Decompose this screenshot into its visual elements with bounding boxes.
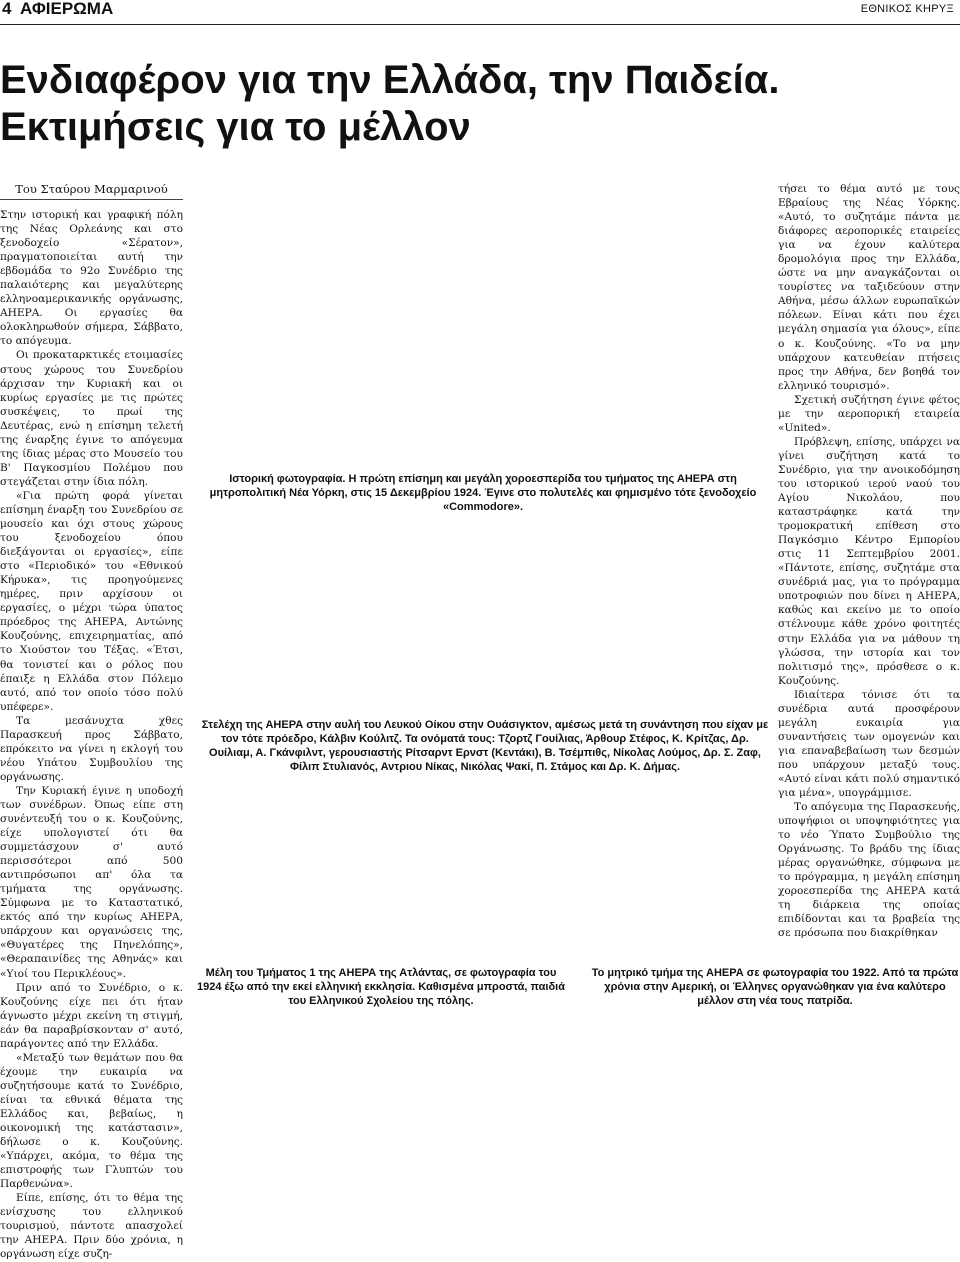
paragraph: Την Κυριακή έγινε η υποδοχή των συνέδρων. Όπως είπε στη συνέντευξή του ο κ. Κουζούνης, είχε υπολογιστεί ότι θα συμμετάσχουν σ' αυτό περισσότεροι από 500 αντιπρόσωποι απ' όλα τα τμήματα της οργάνωσης. Σύμφωνα με το Καταστατικό, εκτός από την κυρίως ΑΗΕΡΑ, υπάρχουν και οργανώσεις της, «Θυγατέρες της Πηνελόπης», «Θεραπαινίδες της Αθηνάς» και «Υιοί του Περικλέους». — [0, 784, 183, 980]
page-header — [0, 0, 960, 24]
paragraph: Στην ιστορική και γραφική πόλη της Νέας Ορλεάνης και στο ξενοδοχείο «Σέρατον», πραγματοποιείται αυτή την εβδομάδα το 92ο Συνέδριο της παλαιότερης και μεγαλύτερης ελληνοαμερικανικής οργάνωσης, ΑΗΕΡΑ. Οι εργασίες θα ολοκληρωθούν σήμερα, Σάββατο, το απόγευμα. — [0, 209, 183, 348]
photo-caption-2: Στελέχη της ΑΗΕΡΑ στην αυλή του Λευκού Οίκου στην Ουάσιγκτον, αμέσως μετά τη συνάντηση που είχαν με τον τότε πρόεδρο, Κάλβιν Κούλιτζ. Τα ονόματά τους: Τζορτζ Γουίλιας, Άρθουρ Στέφος, Κ. Κρίτζας, Δρ. Ουίλιαμ, Α. Γκάνφιλντ, γερουσιαστής Ρίτσαρντ Ερνστ (Κεντάκι), Β. Τσέμπιθς, Νίκολας Λούμος, Δρ. Σ. Ζαφ, Φίλιπ Στυλιανός, Αντριου Νίκας, Νικόλας Ψακί, Π. Στάμος και Δρ. Κ. Δήμας. — [201, 719, 769, 773]
paragraph: τήσει το θέμα αυτό με τους Εβραίους της Νέας Υόρκης. «Αυτό, το συζητάμε πάντα με διάφορες αεροπορικές εταιρείες για να έχουν καλύτερα δρομολόγια προς την Ελλάδα, ώστε να μην αναγκάζονται οι τουρίστες να ταξιδεύουν στην Αθήνα, μέσω άλλων ευρωπαϊκών πόλεων. Είναι κάτι που έχει μεγάλη σημασία για όλους», είπε ο κ. Κουζούνης. «Το να μην υπάρχουν κατευθείαν πτήσεις προς την Αθήνα, δεν βοηθά τον ελληνικό τουρισμό». — [778, 183, 960, 392]
paragraph: «Μεταξύ των θεμάτων που θα έχουμε την ευκαιρία να συζητήσουμε κατά το Συνέδριο, είναι τα εθνικά θέματα της Ελλάδος και, βεβαίως, η οικονομική της κατάστασιν», δήλωσε ο κ. Κουζούνης. «Υπάρχει, ακόμα, το θέμα της επιστροφής των Γλυπτών του Παρθενώνα». — [0, 1051, 183, 1191]
paragraph: Οι προκαταρκτικές ετοιμασίες στους χώρους του Συνεδρίου άρχισαν την Κυριακή και οι κυρίως εργασίες με τις πρώτες συσκέψεις, το πρωί της Δευτέρας, ενώ η επίσημη τελετή της έναρξης έγινε το απόγευμα της ίδιας μέρας στο Μουσείο του Β' Παγκοσμίου Πολέμου που στεγάζεται στην ίδια πόλη. — [0, 349, 183, 488]
newspaper-name: ΕΘΝΙΚΟΣ ΚΗΡΥΞ — [860, 3, 954, 15]
paragraph: Τα μεσάνυχτα χθες Παρασκευή προς Σάββατο, επρόκειτο να γίνει η εκλογή του νέου Υπάτου Συμβουλίου της οργάνωσης. — [0, 714, 183, 783]
page-number: 4 — [2, 0, 12, 18]
paragraph: Σχετική συζήτηση έγινε φέτος με την αεροπορική εταιρεία «United». — [778, 393, 960, 434]
photo-caption-4: Το μητρικό τμήμα της ΑΗΕΡΑ σε φωτογραφία του 1922. Από τα πρώτα χρόνια στην Αμερική, οι Έλληνες οργανώθηκαν για ένα καλύτερο μέλλον στη νέα τους πατρίδα. — [591, 967, 959, 1007]
article-byline: Του Σταύρου Μαρμαρινού — [15, 182, 168, 196]
article-column-left — [0, 208, 183, 1261]
paragraph: «Για πρώτη φορά γίνεται επίσημη έναρξη του Συνεδρίου σε μουσείο και όχι στους χώρους του ξενοδοχείου όπου διεξάγονται οι εργασίες», είπε στο «Περιοδικό» του «Εθνικού Κήρυκα», τις προηγούμενες ημέρες, πριν αρχίσουν οι εργασίες, ο μέχρι τώρα ύπατος πρόεδρος της ΑΗΕΡΑ, Αντώνης Κουζούνης, επιχειρηματίας, από το Χιούστον του Τέξας. «Έτσι, θα τονιστεί και ο ρόλος που έπαιξε η Ελλάδα στον Πόλεμο αυτό, από τον οποίο τόσο πολύ υπέφερε». — [0, 489, 183, 713]
header-divider — [0, 24, 960, 25]
photo-caption-1: Ιστορική φωτογραφία. Η πρώτη επίσημη και μεγάλη χοροεσπερίδα του τμήματος της ΑΗΕΡΑ στη μητροπολιτική Νέα Υόρκη, στις 15 Δεκεμβρίου 1924. Έγινε στο πολυτελές και φημισμένο τότε ξενοδοχείο «Commodore». — [209, 473, 757, 513]
article-headline: Ενδιαφέρον για την Ελλάδα, την Παιδεία. — [0, 58, 780, 102]
article-column-right — [778, 182, 960, 940]
article-subheadline: Εκτιμήσεις για το μέλλον — [0, 105, 471, 149]
paragraph: Ιδιαίτερα τόνισε ότι τα συνέδρια αυτά προσφέρουν μεγάλη ευκαιρία για συναντήσεις των ομογενών και για επαναβεβαίωση των δεσμών που υπάρχουν μεταξύ τους. «Αυτό είναι κάτι πολύ σημαντικό για μένα», υπογράμμισε. — [778, 688, 960, 800]
paragraph: Πρόβλεψη, επίσης, υπάρχει να γίνει συζήτηση κατά το Συνέδριο, για την ανοικοδόμηση του ιστορικού ιερού ναού του Αγίου Νικολάου, που καταστράφηκε κατά την τρομοκρατική επίθεση στο Παγκόσμιο Κέντρο Εμπορίου στις 11 Σεπτεμβρίου 2001. «Πάντοτε, επίσης, συζητάμε στα συνέδριά μας, για το πρόγραμμα υποτροφιών που δίνει η ΑΗΕΡΑ, καθώς και εκείνο με το οποίο στέλνουμε κάθε χρόνο φοιτητές στην Ελλάδα για να μάθουν τη γλώσσα, την ιστορία και τον πολιτισμό της», πρόσθεσε ο κ. Κουζούνης. — [778, 435, 960, 687]
section-label: ΑΦΙΕΡΩΜΑ — [20, 0, 114, 18]
byline-divider — [0, 199, 183, 200]
paragraph: Πριν από το Συνέδριο, ο κ. Κουζούνης είχε πει ότι ήταν άγνωστο μέχρι εκείνη τη στιγμή, εάν θα παραβρίσκονταν σ' αυτό, παράγοντες από την Ελλάδα. — [0, 981, 183, 1050]
paragraph: Είπε, επίσης, ότι το θέμα της ενίσχυσης του ελληνικού τουρισμού, πάντοτε απασχολεί την ΑΗΕΡΑ. Πριν δύο χρόνια, η οργάνωση είχε συζη- — [0, 1192, 183, 1261]
paragraph: Το απόγευμα της Παρασκευής, υποψήφιοι οι υποψηφιότητες για το νέο Ύπατο Συμβούλιο της Οργάνωσης. Το βράδυ της ίδιας μέρας οργανώθηκε, σύμφωνα με το πρόγραμμα, η μεγάλη επίσημη χοροεσπερίδα της ΑΗΕΡΑ κατά τη διάρκεια της οποίας επιδίδονται και τα βραβεία της σε πρόσωπα που διακρίθηκαν — [778, 801, 960, 940]
photo-caption-3: Μέλη του Τμήματος 1 της ΑΗΕΡΑ της Ατλάντας, σε φωτογραφία του 1924 έξω από την εκεί ελληνική εκκλησία. Καθισμένα μπροστά, παιδιά του Ελληνικού Σχολείου της πόλης. — [197, 967, 565, 1007]
